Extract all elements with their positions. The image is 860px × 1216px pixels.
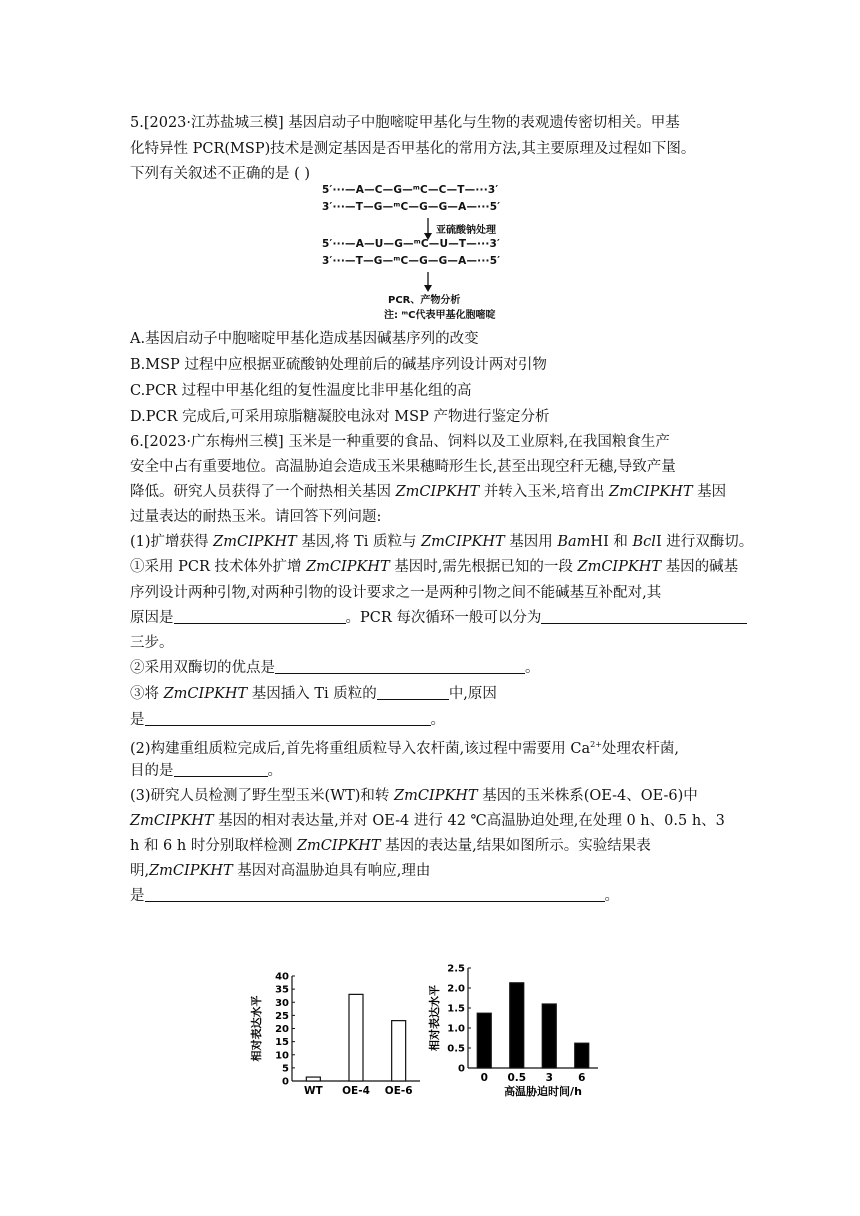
diagram-note: 注: ᵐC代表甲基化胞嘧啶 bbox=[384, 310, 496, 321]
q5-option-d: D.PCR 完成后,可采用琼脂糖凝胶电泳对 MSP 产物进行鉴定分析 bbox=[130, 409, 550, 425]
q6-part1-i-line-4: 三步。 bbox=[130, 635, 174, 651]
msp-process-diagram bbox=[322, 184, 542, 320]
bar-OE-4 bbox=[349, 994, 363, 1081]
q5-option-a: A.基因启动子中胞嘧啶甲基化造成基因碱基序列的改变 bbox=[130, 331, 479, 347]
q6-stem-line-1: 6.[2023·广东梅州三模] 玉米是一种重要的食品、饲料以及工业原料,在我国粮食生产 bbox=[130, 434, 670, 450]
q5-stem-line-3: 下列有关叙述不正确的是 ( ) bbox=[130, 166, 311, 182]
bar-6 bbox=[575, 1043, 589, 1068]
q6-stem-line-4: 过量表达的耐热玉米。请回答下列问题: bbox=[130, 509, 382, 525]
y-axis-label: 相对表达水平 bbox=[428, 985, 441, 1051]
q6-part3-line-5: 是 。 bbox=[130, 888, 619, 904]
x-tick-label: OE-4 bbox=[342, 1085, 370, 1097]
y-tick-label: 1.5 bbox=[447, 1003, 465, 1015]
answer-blank-insertion-reason[interactable] bbox=[145, 711, 431, 726]
answer-blank-double-digest[interactable] bbox=[275, 659, 525, 674]
q5-option-b: B.MSP 过程中应根据亚硫酸钠处理前后的碱基序列设计两对引物 bbox=[130, 357, 547, 373]
x-tick-label: WT bbox=[303, 1085, 323, 1097]
q6-part3-line-4: 明,ZmCIPKHT 基因对高温胁迫具有响应,理由 bbox=[130, 863, 431, 879]
original-seq-top-strand: 5′···—A—C—G—ᵐC—C—T—···3′ bbox=[322, 184, 499, 196]
x-tick-label: 0 bbox=[480, 1072, 488, 1084]
y-tick-label: 15 bbox=[275, 1037, 289, 1049]
q5-stem-line-1: 5.[2023·江苏盐城三模] 基因启动子中胞嘧啶甲基化与生物的表观遗传密切相关。甲基 bbox=[130, 115, 680, 131]
q6-part1-i-line-1: ①采用 PCR 技术体外扩增 ZmCIPKHT 基因时,需先根据已知的一段 ZmCIPKHT 基因的碱基 bbox=[130, 559, 739, 575]
answer-blank-primer-reason[interactable] bbox=[174, 609, 346, 624]
x-tick-label: 0.5 bbox=[507, 1072, 527, 1084]
answer-blank-heat-response-reason[interactable] bbox=[145, 887, 605, 902]
y-tick-label: 35 bbox=[275, 984, 289, 996]
x-tick-label: OE-6 bbox=[384, 1085, 413, 1097]
answer-blank-pcr-steps[interactable] bbox=[541, 609, 747, 624]
q6-part1-line: (1)扩增获得 ZmCIPKHT 基因,将 Ti 质粒与 ZmCIPKHT 基因用 BamHⅠ 和 BclⅠ 进行双酶切。 bbox=[130, 534, 754, 550]
y-tick-label: 5 bbox=[282, 1063, 289, 1075]
q6-part1-iii-line-1: ③将 ZmCIPKHT 基因插入 Ti 质粒的 中,原因 bbox=[130, 686, 497, 702]
q6-part2-line-1: (2)构建重组质粒完成后,首先将重组质粒导入农杆菌,该过程中需要用 $Ca^{2+}$处理农杆菌, bbox=[130, 740, 680, 757]
y-tick-label: 1.0 bbox=[447, 1023, 465, 1035]
bar-3 bbox=[542, 1004, 556, 1068]
answer-blank-calcium-purpose[interactable] bbox=[174, 762, 268, 777]
x-axis-label: 高温胁迫时间/h bbox=[504, 1085, 582, 1098]
q6-part3-line-1: (3)研究人员检测了野生型玉米(WT)和转 ZmCIPKHT 基因的玉米株系(OE-4、OE-6)中 bbox=[130, 788, 698, 804]
step-pcr-analysis: PCR、产物分析 bbox=[388, 295, 461, 306]
q5-option-c: C.PCR 过程中甲基化组的复性温度比非甲基化组的高 bbox=[130, 383, 472, 399]
y-axis-label: 相对表达水平 bbox=[250, 995, 263, 1062]
q6-part1-ii-line: ②采用双酶切的优点是 。 bbox=[130, 660, 540, 676]
q5-stem-line-2: 化特异性 PCR(MSP)技术是测定基因是否甲基化的常用方法,其主要原理及过程如下图。 bbox=[130, 141, 696, 157]
answer-blank-insertion-site[interactable] bbox=[377, 685, 449, 700]
y-tick-label: 2.5 bbox=[447, 963, 465, 975]
x-tick-label: 3 bbox=[545, 1072, 553, 1084]
bar-OE-6 bbox=[392, 1021, 406, 1081]
y-tick-label: 10 bbox=[275, 1050, 289, 1062]
q6-part2-line-2: 目的是 。 bbox=[130, 763, 282, 779]
step-sodium-bisulfite: 亚硫酸钠处理 bbox=[436, 225, 496, 236]
y-tick-label: 0 bbox=[458, 1063, 465, 1075]
q6-stem-line-2: 安全中占有重要地位。高温胁迫会造成玉米果穗畸形生长,甚至出现空秆无穗,导致产量 bbox=[130, 459, 676, 475]
y-tick-label: 30 bbox=[275, 997, 289, 1009]
chart-expression-lines bbox=[240, 960, 430, 1110]
y-tick-label: 40 bbox=[275, 971, 289, 983]
y-tick-label: 2.0 bbox=[447, 983, 465, 995]
bar-WT bbox=[306, 1077, 320, 1081]
q6-part3-line-2: ZmCIPKHT 基因的相对表达量,并对 OE-4 进行 42 ℃高温胁迫处理,在处理 0 h、0.5 h、3 bbox=[130, 813, 725, 829]
q6-part1-iii-line-2: 是 。 bbox=[130, 712, 445, 728]
y-tick-label: 0 bbox=[282, 1076, 289, 1088]
q6-part1-i-line-3: 原因是 。PCR 每次循环一般可以分为 bbox=[130, 608, 747, 628]
bar-0 bbox=[477, 1013, 491, 1068]
q6-stem-line-3: 降低。研究人员获得了一个耐热相关基因 ZmCIPKHT 并转入玉米,培育出 ZmCIPKHT 基因 bbox=[130, 484, 727, 500]
q6-part3-line-3: h 和 6 h 时分别取样检测 ZmCIPKHT 基因的表达量,结果如图所示。实验结果表 bbox=[130, 838, 651, 854]
bar-0.5 bbox=[510, 983, 524, 1068]
y-tick-label: 25 bbox=[275, 1010, 289, 1022]
y-tick-label: 20 bbox=[275, 1024, 289, 1035]
y-tick-label: 0.5 bbox=[447, 1043, 465, 1055]
treated-seq-bottom-strand: 3′···—T—G—ᵐC—G—G—A—···5′ bbox=[322, 255, 501, 267]
treated-seq-top-strand: 5′···—A—U—G—ᵐC—U—T—···3′ bbox=[322, 238, 501, 250]
x-tick-label: 6 bbox=[578, 1072, 586, 1084]
chart-heat-stress-time bbox=[424, 954, 624, 1104]
original-seq-bottom-strand: 3′···—T—G—ᵐC—G—G—A—···5′ bbox=[322, 201, 501, 213]
q6-part1-i-line-2: 序列设计两种引物,对两种引物的设计要求之一是两种引物之间不能碱基互补配对,其 bbox=[130, 585, 662, 601]
